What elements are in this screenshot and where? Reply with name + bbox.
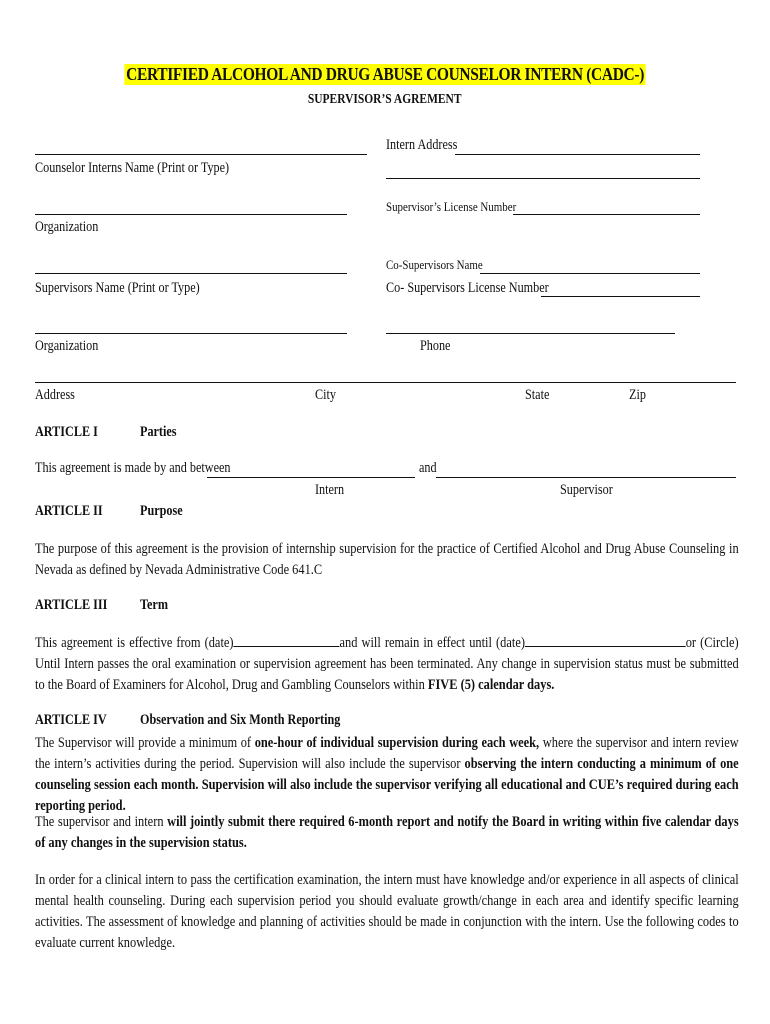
zip-label: Zip bbox=[629, 387, 646, 403]
effective-date-blank[interactable] bbox=[234, 632, 340, 647]
article4-p1a: The Supervisor will provide a minimum of bbox=[35, 735, 255, 751]
article3-paragraph bbox=[35, 632, 739, 696]
supervisor-name-label: Supervisors Name (Print or Type) bbox=[35, 280, 200, 296]
article2-heading: Purpose bbox=[140, 503, 183, 519]
co-supervisor-name-line[interactable] bbox=[480, 273, 700, 274]
co-supervisor-license-label: Co- Supervisors License Number bbox=[386, 280, 549, 296]
supervisor-license-line[interactable] bbox=[513, 214, 700, 215]
phone-label: Phone bbox=[420, 338, 451, 354]
city-label: City bbox=[315, 387, 336, 403]
intern-address-label: Intern Address bbox=[386, 137, 458, 153]
form-subtitle: SUPERVISOR’S AGREMENT bbox=[308, 92, 462, 107]
supervisor-caption: Supervisor bbox=[560, 482, 613, 498]
intern-name-label: Counselor Interns Name (Print or Type) bbox=[35, 160, 230, 176]
article3-text-4: FIVE (5) calendar days. bbox=[427, 677, 555, 693]
end-date-blank[interactable] bbox=[525, 632, 686, 647]
address-label: Address bbox=[35, 387, 75, 403]
intern-caption: Intern bbox=[315, 482, 345, 498]
form-title: CERTIFIED ALCOHOL AND DRUG ABUSE COUNSELOR INTERN (CADC-) bbox=[126, 64, 644, 84]
supervisor-license-label: Supervisor’s License Number bbox=[386, 199, 517, 214]
supervisor-name-line[interactable] bbox=[35, 273, 347, 274]
organization2-line[interactable] bbox=[35, 333, 347, 334]
article3-text-1: This agreement is effective from (date) bbox=[35, 635, 234, 651]
article2-number: ARTICLE II bbox=[35, 503, 103, 519]
article2-paragraph bbox=[35, 539, 739, 581]
form-subtitle-wrap bbox=[0, 90, 770, 108]
article1-heading: Parties bbox=[140, 424, 177, 440]
co-supervisor-license-line[interactable] bbox=[541, 296, 700, 297]
article4-p1b: one-hour of individual supervision during each week, bbox=[254, 735, 540, 751]
article3-text-2: and will remain in effect until (date) bbox=[339, 635, 525, 651]
article3-text-3: or (Circle) Until Intern passes the oral examination or supervision agreement has been terminated. Any change in supervision status must be submitted to the Board of Examiners for Alcohol, Drug and Gambling Counselors within bbox=[35, 635, 739, 693]
intern-address-line-2[interactable] bbox=[386, 178, 700, 179]
intern-address-line-1[interactable] bbox=[455, 154, 700, 155]
state-label: State bbox=[525, 387, 550, 403]
article4-paragraph-2 bbox=[35, 812, 739, 854]
organization-line[interactable] bbox=[35, 214, 347, 215]
article4-paragraph-1 bbox=[35, 733, 739, 817]
article4-p1d: observing the intern conducting a minimum of one counseling session each month. Supervision will also include the supervisor verifying all educational and CUE’s required during each reporting period. bbox=[35, 756, 739, 814]
phone-line[interactable] bbox=[386, 333, 675, 334]
intern-party-line[interactable] bbox=[207, 477, 415, 478]
article1-and: and bbox=[419, 460, 437, 476]
article4-number: ARTICLE IV bbox=[35, 712, 107, 728]
address-line[interactable] bbox=[35, 382, 736, 383]
article4-paragraph-3 bbox=[35, 870, 739, 954]
article3-heading: Term bbox=[140, 597, 168, 613]
article4-p2b: will jointly submit there required 6-month report and notify the Board in writing within five calendar days of any changes in the supervision status. bbox=[35, 814, 739, 851]
organization-label: Organization bbox=[35, 219, 99, 235]
form-title-wrap bbox=[0, 64, 770, 85]
intern-name-line[interactable] bbox=[35, 154, 367, 155]
article4-heading: Observation and Six Month Reporting bbox=[140, 712, 341, 728]
article1-number: ARTICLE I bbox=[35, 424, 98, 440]
article1-text: This agreement is made by and between bbox=[35, 460, 231, 476]
article4-p1c: where the supervisor and intern review the intern’s activities during the period. Supervision will also include the supervisor bbox=[35, 735, 739, 772]
article4-p3: In order for a clinical intern to pass the certification examination, the intern must have knowledge and/or experience in all aspects of clinical mental health counseling. During each supervision period you should evaluate growth/change in each area and identify specific learning activities. The assessment of knowledge and planning of activities should be made in conjunction with the intern. Use the following codes to evaluate current knowledge. bbox=[35, 872, 739, 951]
article3-number: ARTICLE III bbox=[35, 597, 108, 613]
co-supervisor-name-label: Co-Supervisors Name bbox=[386, 257, 483, 272]
supervisor-party-line[interactable] bbox=[436, 477, 736, 478]
article4-p2a: The supervisor and intern bbox=[35, 814, 168, 830]
article2-text: The purpose of this agreement is the provision of internship supervision for the practice of Certified Alcohol and Drug Abuse Counseling in Nevada as defined by Nevada Administrative Code 641.C bbox=[35, 541, 739, 578]
organization2-label: Organization bbox=[35, 338, 99, 354]
